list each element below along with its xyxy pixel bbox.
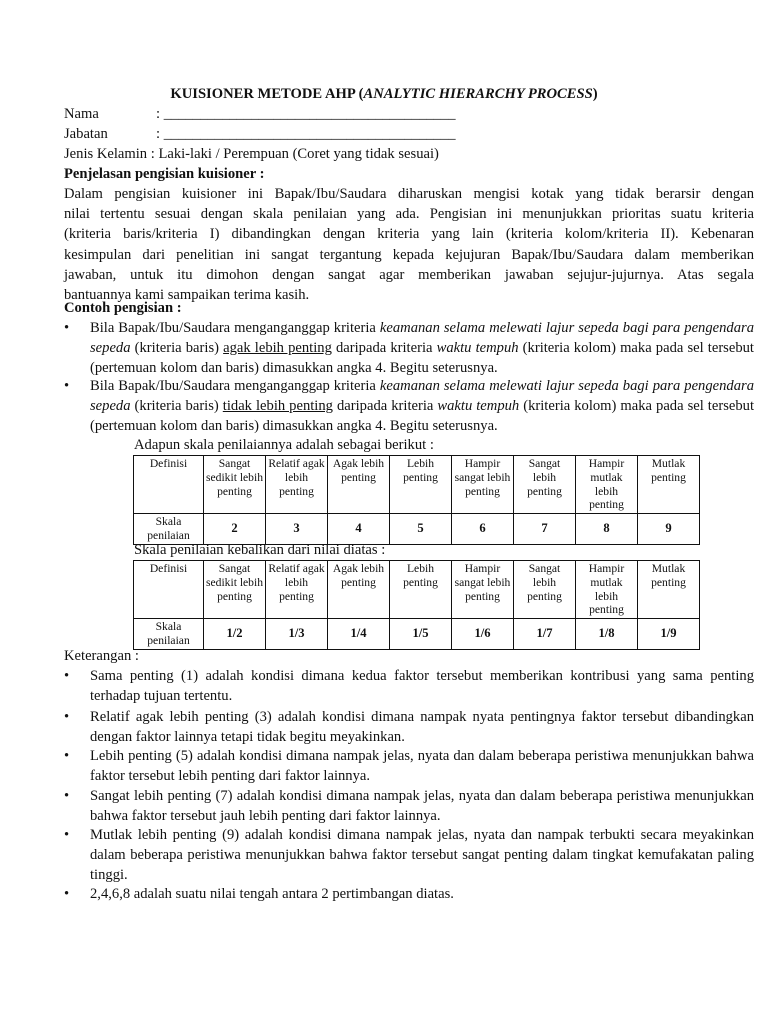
table-cell: 1/8	[576, 619, 638, 650]
table-header-row	[134, 561, 700, 619]
keterangan-item: • Lebih penting (5) adalah kondisi dimana nampak jelas, nyata dan dalam beberapa peristiwa menunjukkan bahwa faktor tersebut lebih penting dari faktor lainnya.	[64, 748, 754, 785]
table-cell: 1/6	[452, 619, 514, 650]
table-cell: 7	[514, 514, 576, 545]
table-cell: Lebih penting	[390, 456, 452, 514]
table-cell: 3	[266, 514, 328, 545]
table-cell: 1/7	[514, 619, 576, 650]
table-cell: 9	[638, 514, 700, 545]
table-header-row	[134, 456, 700, 514]
keterangan-heading: Keterangan :	[64, 648, 139, 664]
contoh-heading: Contoh pengisian :	[64, 300, 182, 316]
keterangan-item: • Mutlak lebih penting (9) adalah kondisi dimana nampak jelas, nyata dan nampak terbukti secara meyakinkan dalam beberapa peristiwa menunjukkan bahwa faktor tersebut sangat penting dalam tingkat kemufakatan paling tinggi.	[64, 827, 754, 884]
table-cell: 5	[390, 514, 452, 545]
table-cell: 1/5	[390, 619, 452, 650]
table-cell: 1/2	[204, 619, 266, 650]
penjelasan-line: (kriteria baris/kriteria I) dibandingkan dengan kriteria yang lain (kriteria kolom/kriteria II). Kebenaran	[64, 226, 754, 243]
penjelasan-line: jawaban, untuk itu dimohon dengan sangat agar memberikan jawaban sejujur-jujurnya. Atas segala	[64, 266, 754, 283]
table-cell: 1/9	[638, 619, 700, 650]
contoh-item: • Bila Bapak/Ibu/Saudara menganganggap kriteria keamanan selama melewati lajur sepeda bagi para pengendara sepeda (kriteria baris) agak lebih penting daripada kriteria waktu tempuh (kriteria kolom) maka pada sel tersebut (pertemuan kolom dan baris) dimasukkan angka 4. Begitu seterusnya.	[64, 320, 754, 377]
field-jabatan-value: : ________________________________________	[156, 126, 456, 142]
title-close: )	[592, 86, 598, 102]
contoh-item: • Bila Bapak/Ibu/Saudara menganganggap kriteria keamanan selama melewati lajur sepeda bagi para pengendara sepeda (kriteria baris) tidak lebih penting daripada kriteria waktu tempuh (kriteria kolom) maka pada sel tersebut (pertemuan kolom dan baris) dimasukkan angka 4. Begitu seterusnya.	[64, 378, 754, 435]
penjelasan-paragraph	[64, 184, 754, 305]
table-cell: 4	[328, 514, 390, 545]
table-cell: Definisi	[134, 456, 204, 514]
field-jabatan-label: Jabatan	[64, 126, 108, 142]
table-cell: Sangat sedikit lebih penting	[204, 561, 266, 619]
table-cell: Lebih penting	[390, 561, 452, 619]
table-cell: Hampir sangat lebih penting	[452, 561, 514, 619]
keterangan-item: • Sama penting (1) adalah kondisi dimana kedua faktor tersebut memberikan kontribusi yang sama penting terhadap tujuan tertentu.	[64, 668, 754, 705]
penjelasan-line: kesimpulan dari penelitian ini sangat tergantung kepada kejujuran Bapak/Ibu/Saudara dalam memberikan	[64, 246, 754, 263]
bullet-icon: •	[64, 788, 70, 804]
table-cell: Relatif agak lebih penting	[266, 561, 328, 619]
table-cell: Hampir mutlak lebih penting	[576, 561, 638, 619]
table-cell: Hampir sangat lebih penting	[452, 456, 514, 514]
table-cell: Skala penilaian	[134, 514, 204, 545]
bullet-icon: •	[64, 886, 70, 902]
table-cell: 6	[452, 514, 514, 545]
field-nama	[64, 104, 456, 124]
reciprocal-scale-table	[133, 560, 700, 650]
table-cell: Sangat lebih penting	[514, 456, 576, 514]
table-cell: Mutlak penting	[638, 456, 700, 514]
gender-line: Jenis Kelamin : Laki-laki / Perempuan (Coret yang tidak sesuai)	[64, 146, 439, 162]
table-cell: Hampir mutlak lebih penting	[576, 456, 638, 514]
scale-table	[133, 455, 700, 545]
penjelasan-line: nilai tertentu sesuai dengan skala penilaian yang ada. Pengisian ini menunjukkan prioritas suatu kriteria	[64, 206, 754, 223]
table-cell: Mutlak penting	[638, 561, 700, 619]
field-nama-value: : ________________________________________	[156, 106, 456, 122]
table-cell: Skala penilaian	[134, 619, 204, 650]
table-cell: Sangat lebih penting	[514, 561, 576, 619]
bullet-icon: •	[64, 668, 70, 684]
bullet-icon: •	[64, 827, 70, 843]
table-cell: 1/4	[328, 619, 390, 650]
table-row	[134, 514, 700, 545]
table2-caption: Skala penilaian kebalikan dari nilai diatas :	[134, 542, 386, 558]
keterangan-item: • Relatif agak lebih penting (3) adalah kondisi dimana nampak nyata pentingnya faktor tersebut dibandingkan dengan faktor lainnya tetapi tidak begitu meyakinkan.	[64, 709, 754, 746]
penjelasan-line: bantuannya kami sampaikan terima kasih.	[64, 287, 310, 304]
table1-caption: Adapun skala penilaiannya adalah sebagai berikut :	[134, 437, 434, 453]
keterangan-item: • Sangat lebih penting (7) adalah kondisi dimana nampak jelas, nyata dan dalam beberapa peristiwa menunjukkan bahwa faktor tersebut jauh lebih penting dari faktor lainnya.	[64, 788, 754, 825]
page-title	[0, 86, 768, 103]
table-cell: Agak lebih penting	[328, 456, 390, 514]
field-nama-label: Nama	[64, 106, 99, 122]
table-cell: Sangat sedikit lebih penting	[204, 456, 266, 514]
field-jabatan	[64, 124, 456, 144]
table-cell: 2	[204, 514, 266, 545]
penjelasan-heading: Penjelasan pengisian kuisioner :	[64, 166, 265, 182]
bullet-icon: •	[64, 709, 70, 725]
table-row	[134, 619, 700, 650]
keterangan-item: • 2,4,6,8 adalah suatu nilai tengah antara 2 pertimbangan diatas.	[64, 884, 754, 904]
title-main: KUISIONER METODE AHP (	[170, 86, 364, 102]
penjelasan-line: Dalam pengisian kuisioner ini Bapak/Ibu/Saudara diharuskan mengisi kotak yang tidak berarsir dengan	[64, 186, 754, 202]
table-cell: 8	[576, 514, 638, 545]
table-cell: Definisi	[134, 561, 204, 619]
bullet-icon: •	[64, 378, 70, 394]
title-italic: ANALYTIC HIERARCHY PROCESS	[363, 86, 593, 102]
table-cell: 1/3	[266, 619, 328, 650]
table-cell: Relatif agak lebih penting	[266, 456, 328, 514]
bullet-icon: •	[64, 320, 70, 336]
table-cell: Agak lebih penting	[328, 561, 390, 619]
bullet-icon: •	[64, 748, 70, 764]
